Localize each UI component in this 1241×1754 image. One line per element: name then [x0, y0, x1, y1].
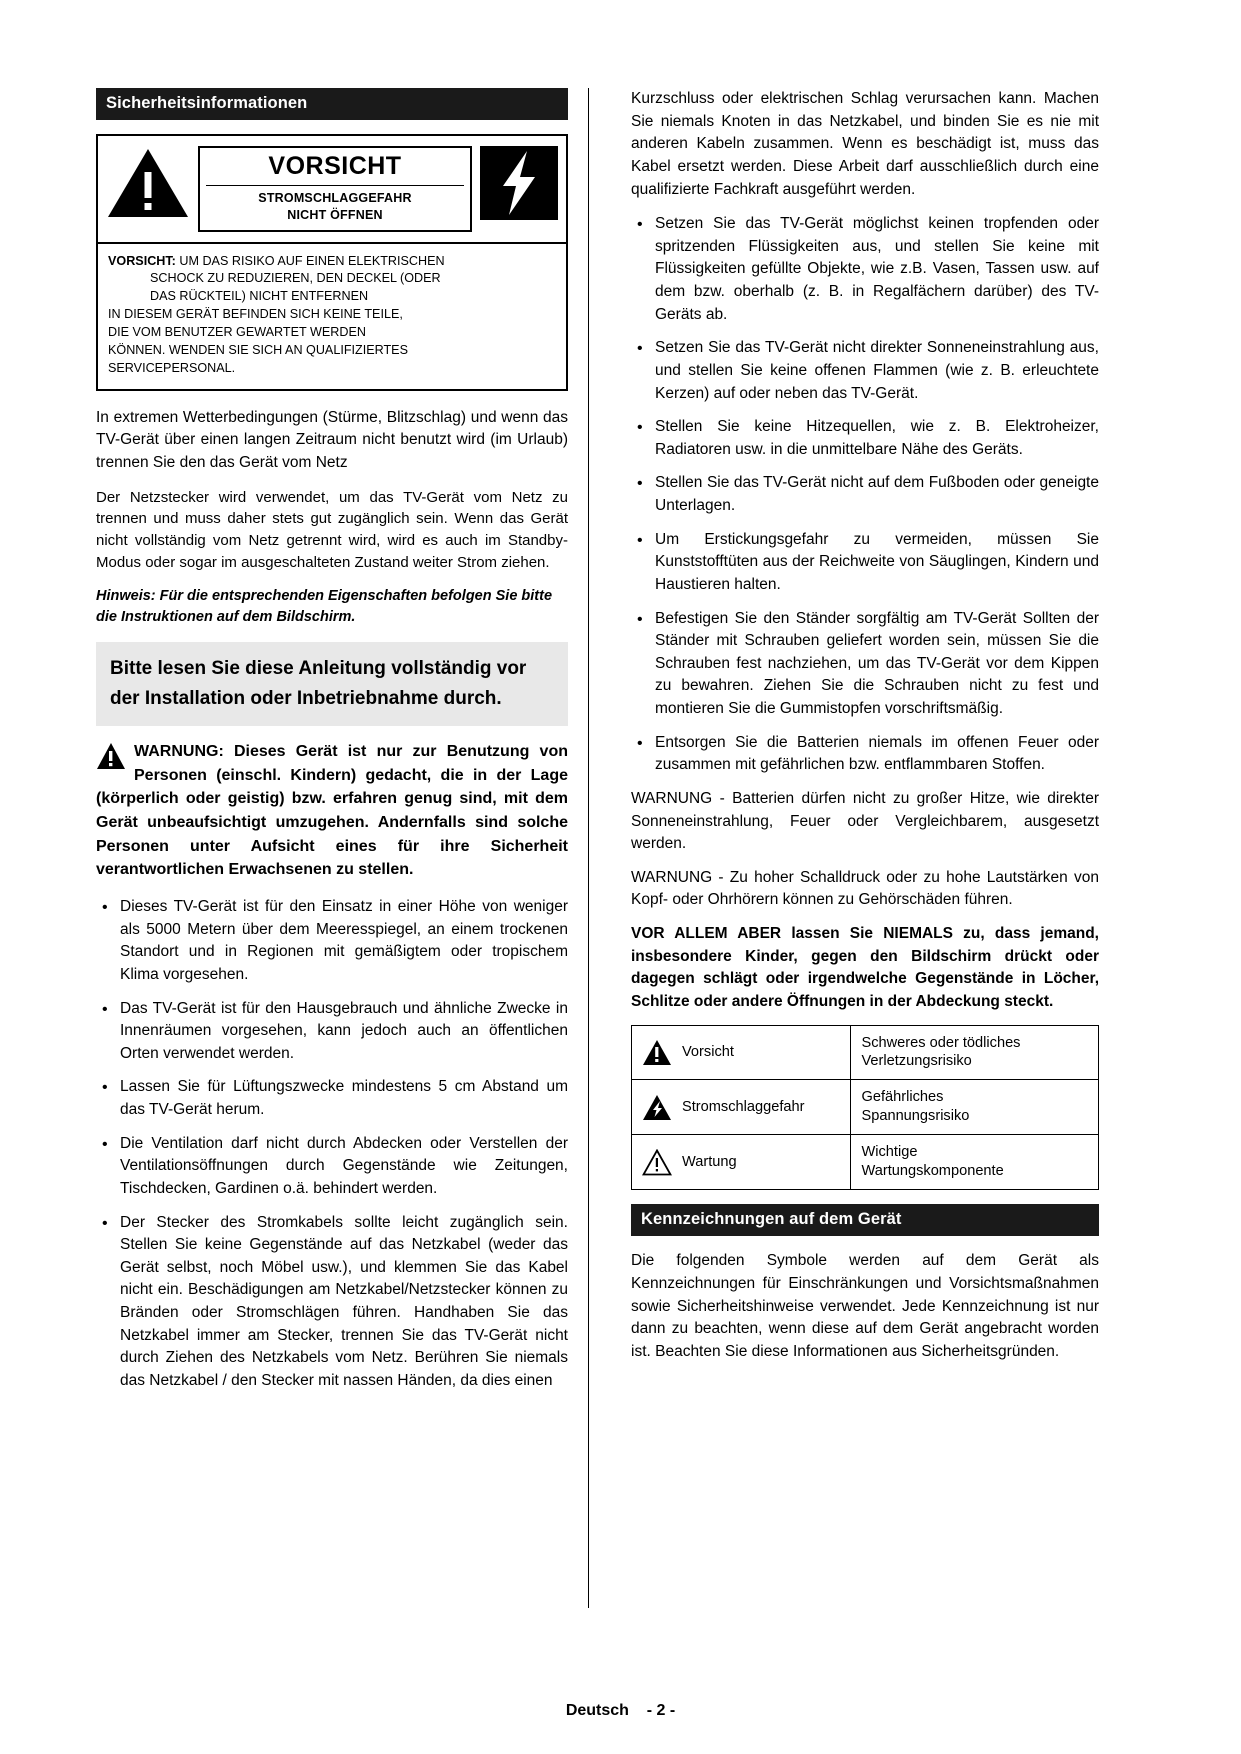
- lightning-bolt-triangle-icon: [642, 1094, 672, 1121]
- list-item: • Stellen Sie das TV-Gerät nicht auf dem Fußboden oder geneigte Unterlagen.: [631, 472, 1099, 517]
- risk-cell: [851, 1025, 1099, 1080]
- caution-subtitle-line1: STROMSCHLAGGEFAHR: [258, 190, 412, 205]
- symbol-cell: [632, 1080, 851, 1135]
- caution-body-line2: SCHOCK ZU REDUZIEREN, DEN DECKEL (ODER: [150, 271, 441, 286]
- caution-title: VORSICHT: [268, 152, 402, 180]
- lightning-bolt-icon: [480, 146, 558, 220]
- divider: [206, 185, 464, 186]
- caution-text-box: [198, 146, 472, 232]
- page-footer: [0, 1702, 1241, 1720]
- section-header-safety-information: Sicherheitsinformationen: [96, 88, 568, 120]
- warning-triangle-icon: [106, 146, 190, 220]
- risk-line2: Spannungsrisiko: [861, 1108, 970, 1125]
- list-item: • Entsorgen Sie die Batterien niemals im offenen Feuer oder zusammen mit gefährlichen bzw. entflammbaren Stoffen.: [631, 732, 1099, 777]
- risk-line1: Wichtige: [861, 1144, 918, 1161]
- paragraph-device-markings: Die folgenden Symbole werden auf dem Gerät als Kennzeichnungen für Einschränkungen und Vorsichtsmaßnahmen sowie Sicherheitshinweise verwendet. Jede Kennzeichnung ist nur dann zu beachten, wenn diese auf dem Gerät angebracht worden ist. Beachten Sie diese Informationen aus Sicherheitsgründen.: [631, 1252, 1099, 1360]
- symbol-legend-table: [631, 1025, 1099, 1191]
- symbol-cell: [632, 1025, 851, 1080]
- list-item: • Stellen Sie keine Hitzequellen, wie z. B. Elektroheizer, Radiatoren usw. in die unmittelbare Nähe des Geräts.: [631, 416, 1099, 461]
- caution-box-top: [98, 136, 566, 244]
- risk-cell: [851, 1080, 1099, 1135]
- list-item: • Setzen Sie das TV-Gerät nicht direkter Sonneneinstrahlung aus, und stellen Sie keine offenen Flammen (wie z. B. erleuchtete Kerzen) auf oder neben das TV-Gerät.: [631, 337, 1099, 405]
- left-column: [96, 88, 589, 1608]
- warning-screen-impact: VOR ALLEM ABER lassen Sie NIEMALS zu, dass jemand, insbesondere Kinder, gegen den Bildschirm drückt oder dagegen schlägt oder irgendwelche Gegenstände in Löcher, Schlitze oder andere Öffnungen in der Abdeckung steckt.: [631, 925, 1099, 1010]
- warning-triangle-icon: [96, 742, 126, 770]
- risk-cell: [851, 1135, 1099, 1190]
- risk-line1: Gefährliches: [861, 1089, 944, 1106]
- caution-body-line7: SERVICEPERSONAL.: [108, 360, 236, 375]
- caution-box: [96, 134, 568, 391]
- symbol-label: Wartung: [682, 1153, 737, 1170]
- warning-sound-pressure: WARNUNG - Zu hoher Schalldruck oder zu hohe Lautstärken von Kopf- oder Ohrhörern können zu Gehörschäden führen.: [631, 868, 1099, 909]
- footer-language: Deutsch: [565, 1702, 629, 1719]
- two-column-layout: [96, 88, 1145, 1608]
- warning-text-persons: WARNUNG: Dieses Gerät ist nur zur Benutzung von Personen (einschl. Kindern) gedacht, die in der Lage (körperlich oder geistig) bzw. erfahren genug sind, mit dem Gerät unbeaufsichtigt umzugehen. Andernfalls sind solche Personen unter Aufsicht eines für ihre Sicherheit verantwortlichen Erwachsenen zu stellen.: [96, 742, 568, 879]
- symbol-cell: [632, 1135, 851, 1190]
- symbol-label: Stromschlaggefahr: [682, 1098, 805, 1115]
- section-header-device-markings: Kennzeichnungen auf dem Gerät: [631, 1204, 1099, 1236]
- warning-batteries: WARNUNG - Batterien dürfen nicht zu großer Hitze, wie direkter Sonneneinstrahlung, Feuer oder Vergleichbarem, ausgesetzt werden.: [631, 789, 1099, 853]
- caution-body-line1: UM DAS RISIKO AUF EINEN ELEKTRISCHEN: [175, 253, 445, 268]
- list-item: • Die Ventilation darf nicht durch Abdecken oder Verstellen der Ventilationsöffnungen durch Gegenstände wie Zeitungen, Tischdecken, Gardinen o.ä. behindert werden.: [96, 1133, 568, 1201]
- footer-page-number: - 2 -: [646, 1702, 676, 1719]
- paragraph-continuation: Kurzschluss oder elektrischen Schlag verursachen kann. Machen Sie niemals Knoten in das Netzkabel, und binden Sie es nie mit anderen Kabeln zusammen. Wenn es beschädigt ist, muss das Kabel ersetzt werden. Diese Arbeit darf ausschließlich durch eine qualifizierte Fachkraft ausgeführt werden.: [631, 90, 1099, 198]
- note-onscreen-instructions: Hinweis: Für die entsprechenden Eigenschaften befolgen Sie bitte die Instruktionen auf dem Bildschirm.: [96, 588, 553, 626]
- list-item: • Dieses TV-Gerät ist für den Einsatz in einer Höhe von weniger als 5000 Metern über dem Meeresspiegel, an einem trockenen Standort und in Regionen mit gemäßigtem oder tropischem Klima vorgesehen.: [96, 896, 568, 987]
- list-item: • Der Stecker des Stromkabels sollte leicht zugänglich sein. Stellen Sie keine Gegenstände auf das Netzkabel (weder das Gerät selbst, noch Möbel usw.), und klemmen Sie das Kabel nicht ein. Beschädigungen am Netzkabel/Netzstecker können zu Bränden oder Stromschlägen führen. Handhaben Sie das Netzkabel immer am Stecker, trennen Sie das TV-Gerät nicht durch Ziehen des Netzkabels vom Netz. Berühren Sie niemals das Netzkabel / den Stecker mit nassen Händen, da dies einen: [96, 1212, 568, 1393]
- paragraph-extreme-weather: In extremen Wetterbedingungen (Stürme, Blitzschlag) und wenn das TV-Gerät über einen langen Zeitraum nicht benutzt wird (im Urlaub) trennen Sie den das Gerät vom Netz: [96, 408, 568, 471]
- table-row: [632, 1025, 1099, 1080]
- list-item: • Befestigen Sie den Ständer sorgfältig am TV-Gerät Sollten der Ständer mit Schrauben geliefert worden sein, müssen Sie die Schrauben fest nachziehen, um das TV-Gerät vor dem Kippen zu bewahren. Ziehen Sie die Schrauben nicht zu fest und montieren Sie die Gummistopfen vorschriftsmäßig.: [631, 608, 1099, 721]
- banner-read-manual: Bitte lesen Sie diese Anleitung vollständig vor der Installation oder Inbetriebnahme durch.: [96, 642, 568, 726]
- caution-box-body: [98, 244, 566, 389]
- table-row: [632, 1135, 1099, 1190]
- left-bullet-list: [96, 896, 568, 1393]
- list-item: • Setzen Sie das TV-Gerät möglichst keinen tropfenden oder spritzenden Flüssigkeiten aus, und stellen Sie keine mit Flüssigkeiten gefüllte Objekte, wie z.B. Vasen, Tassen usw. auf dem bzw. oberhalb (z. B. in Regalfächern darüber) des TV-Geräts ab.: [631, 213, 1099, 326]
- warning-block-persons: [96, 740, 568, 882]
- symbol-label: Vorsicht: [682, 1043, 734, 1060]
- caution-body-line6: KÖNNEN. WENDEN SIE SICH AN QUALIFIZIERTES: [108, 342, 408, 357]
- list-item: • Lassen Sie für Lüftungszwecke mindestens 5 cm Abstand um das TV-Gerät herum.: [96, 1076, 568, 1121]
- warning-triangle-outline-icon: [642, 1149, 672, 1176]
- caution-body-line3: DAS RÜCKTEIL) NICHT ENTFERNEN: [150, 289, 369, 304]
- caution-body-line4: IN DIESEM GERÄT BEFINDEN SICH KEINE TEILE,: [108, 307, 403, 322]
- risk-line1: Schweres oder tödliches: [861, 1034, 1021, 1051]
- caution-subtitle-line2: NICHT ÖFFNEN: [287, 207, 383, 222]
- table-row: [632, 1080, 1099, 1135]
- list-item: • Um Erstickungsgefahr zu vermeiden, müssen Sie Kunststofftüten aus der Reichweite von Säuglingen, Kindern und Haustieren halten.: [631, 529, 1099, 597]
- caution-body-lead: VORSICHT:: [108, 253, 176, 268]
- right-bullet-list: [631, 213, 1099, 777]
- warning-triangle-filled-icon: [642, 1039, 672, 1066]
- right-column: [631, 88, 1099, 1608]
- list-item: • Das TV-Gerät ist für den Hausgebrauch und ähnliche Zwecke in Innenräumen vorgesehen, kann jedoch auch an öffentlichen Orten verwendet werden.: [96, 998, 568, 1066]
- risk-line2: Verletzungsrisiko: [861, 1053, 972, 1070]
- risk-line2: Wartungskomponente: [861, 1163, 1004, 1180]
- caution-body-line5: DIE VOM BENUTZER GEWARTET WERDEN: [108, 325, 366, 339]
- paragraph-mains-plug: Der Netzstecker wird verwendet, um das TV-Gerät vom Netz zu trennen und muss daher stets gut zugänglich sein. Wenn das Gerät nicht vollständig vom Netz getrennt wird, wird es auch im Standby-Modus oder sogar im ausgeschalteten Zustand weiter Strom ziehen.: [96, 488, 568, 572]
